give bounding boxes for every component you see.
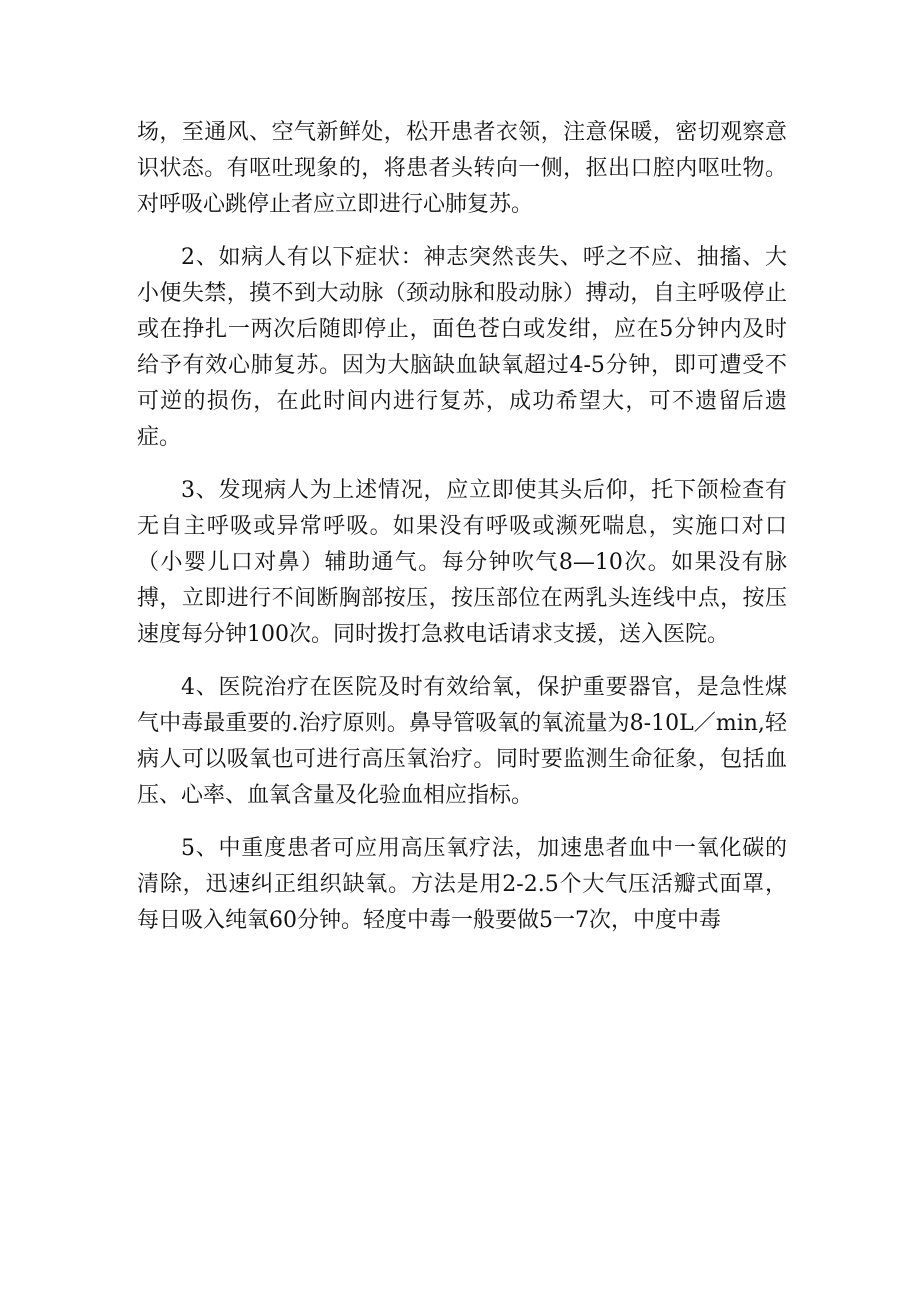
paragraph-4: 4、医院治疗在医院及时有效给氧，保护重要器官，是急性煤气中毒最重要的.治疗原则。鼻导管吸氧的氧流量为8-10L／min,轻病人可以吸氧也可进行高压氧治疗。同时要监测生命征象，包括血压、心率、血氧含量及化验血相应指标。 (137, 675, 787, 808)
paragraph-5: 5、中重度患者可应用高压氧疗法，加速患者血中一氧化碳的清除，迅速纠正组织缺氧。方法是用2-2.5个大气压活瓣式面罩，每日吸入纯氧60分钟。轻度中毒一般要做5一7次，中度中毒 (137, 836, 787, 933)
paragraph-2: 2、如病人有以下症状：神志突然丧失、呼之不应、抽搐、大小便失禁，摸不到大动脉（颈动脉和股动脉）搏动，自主呼吸停止或在挣扎一两次后随即停止，面色苍白或发绀，应在5分钟内及时给予有效心肺复苏。因为大脑缺血缺氧超过4-5分钟，即可遭受不可逆的损伤，在此时间内进行复苏，成功希望大，可不遗留后遗症。 (137, 245, 787, 450)
paragraph-3: 3、发现病人为上述情况，应立即使其头后仰，托下颌检查有无自主呼吸或异常呼吸。如果没有呼吸或濒死喘息，实施口对口（小婴儿口对鼻）辅助通气。每分钟吹气8—10次。如果没有脉搏，立即进行不间断胸部按压，按压部位在两乳头连线中点，按压速度每分钟100次。同时拨打急救电话请求支援，送入医院。 (137, 478, 787, 647)
document-body (137, 115, 787, 939)
paragraph-continued: 场，至通风、空气新鲜处，松开患者衣领，注意保暖，密切观察意识状态。有呕吐现象的，将患者头转向一侧，抠出口腔内呕吐物。对呼吸心跳停止者应立即进行心肺复苏。 (137, 120, 787, 217)
